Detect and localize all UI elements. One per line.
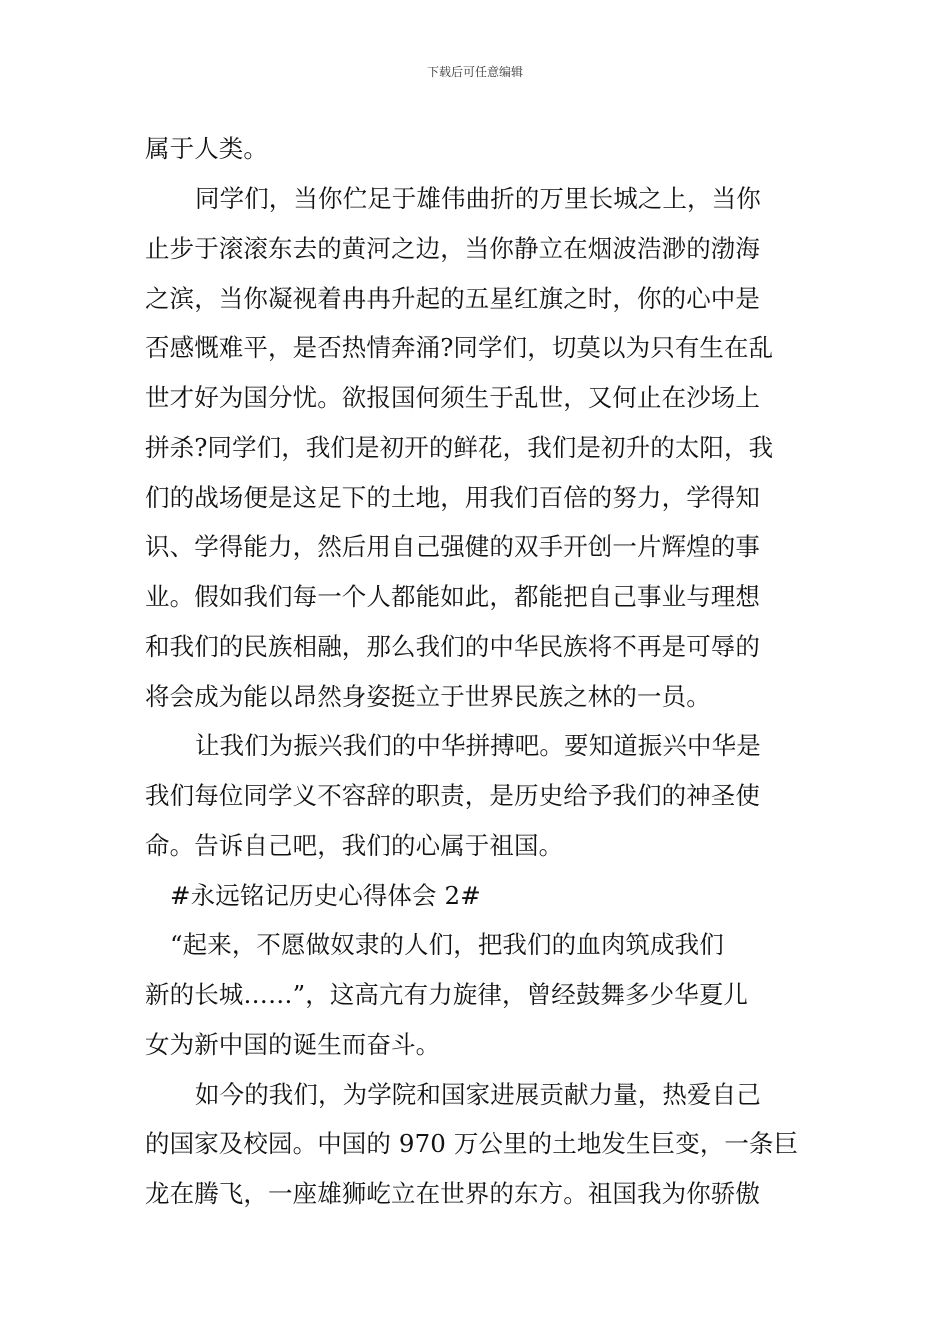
- text-line: 让我们为振兴我们的中华拼搏吧。要知道振兴中华是: [195, 731, 761, 760]
- text-line: 的国家及校园。中国的 970 万公里的土地发生巨变，一条巨: [145, 1129, 799, 1158]
- text-line: “起来，不愿做奴隶的人们，把我们的血肉筑成我们: [170, 930, 724, 959]
- text-line: 业。假如我们每一个人都能如此，都能把自己事业与理想: [145, 582, 760, 611]
- text-line: 世才好为国分忧。欲报国何须生于乱世，又何止在沙场上: [145, 383, 760, 412]
- text-line: 拼杀?同学们，我们是初开的鲜花，我们是初升的太阳，我: [145, 433, 774, 462]
- text-line: 命。告诉自己吧，我们的心属于祖国。: [145, 831, 564, 860]
- section-heading: #永远铭记历史心得体会 2#: [170, 881, 481, 910]
- text-line: 之滨，当你凝视着冉冉升起的五星红旗之时，你的心中是: [145, 284, 760, 313]
- text-line: 止步于滚滚东去的黄河之边，当你静立在烟波浩渺的渤海: [145, 234, 760, 263]
- text-line: 们的战场便是这足下的土地，用我们百倍的努力，学得知: [145, 483, 760, 512]
- text-line: 女为新中国的诞生而奋斗。: [145, 1030, 441, 1059]
- text-line: 否感慨难平，是否热情奔涌?同学们，切莫以为只有生在乱: [145, 333, 774, 362]
- page-header: 下载后可任意编辑: [426, 65, 523, 79]
- text-line: 如今的我们，为学院和国家进展贡献力量，热爱自己: [195, 1080, 761, 1109]
- text-line: 属于人类。: [145, 134, 268, 163]
- text-line: 我们每位同学义不容辞的职责，是历史给予我们的神圣使: [145, 781, 760, 810]
- text-line: 识、学得能力，然后用自己强健的双手开创一片辉煌的事: [145, 532, 760, 561]
- text-line: 新的长城……”，这高亢有力旋律，曾经鼓舞多少华夏儿: [145, 980, 749, 1009]
- text-line: 和我们的民族相融，那么我们的中华民族将不再是可辱的: [145, 632, 760, 661]
- text-line: 龙在腾飞，一座雄狮屹立在世界的东方。祖国我为你骄傲: [145, 1179, 760, 1208]
- text-line: 将会成为能以昂然身姿挺立于世界民族之林的一员。: [145, 682, 711, 711]
- text-line: 同学们，当你伫足于雄伟曲折的万里长城之上，当你: [195, 184, 761, 213]
